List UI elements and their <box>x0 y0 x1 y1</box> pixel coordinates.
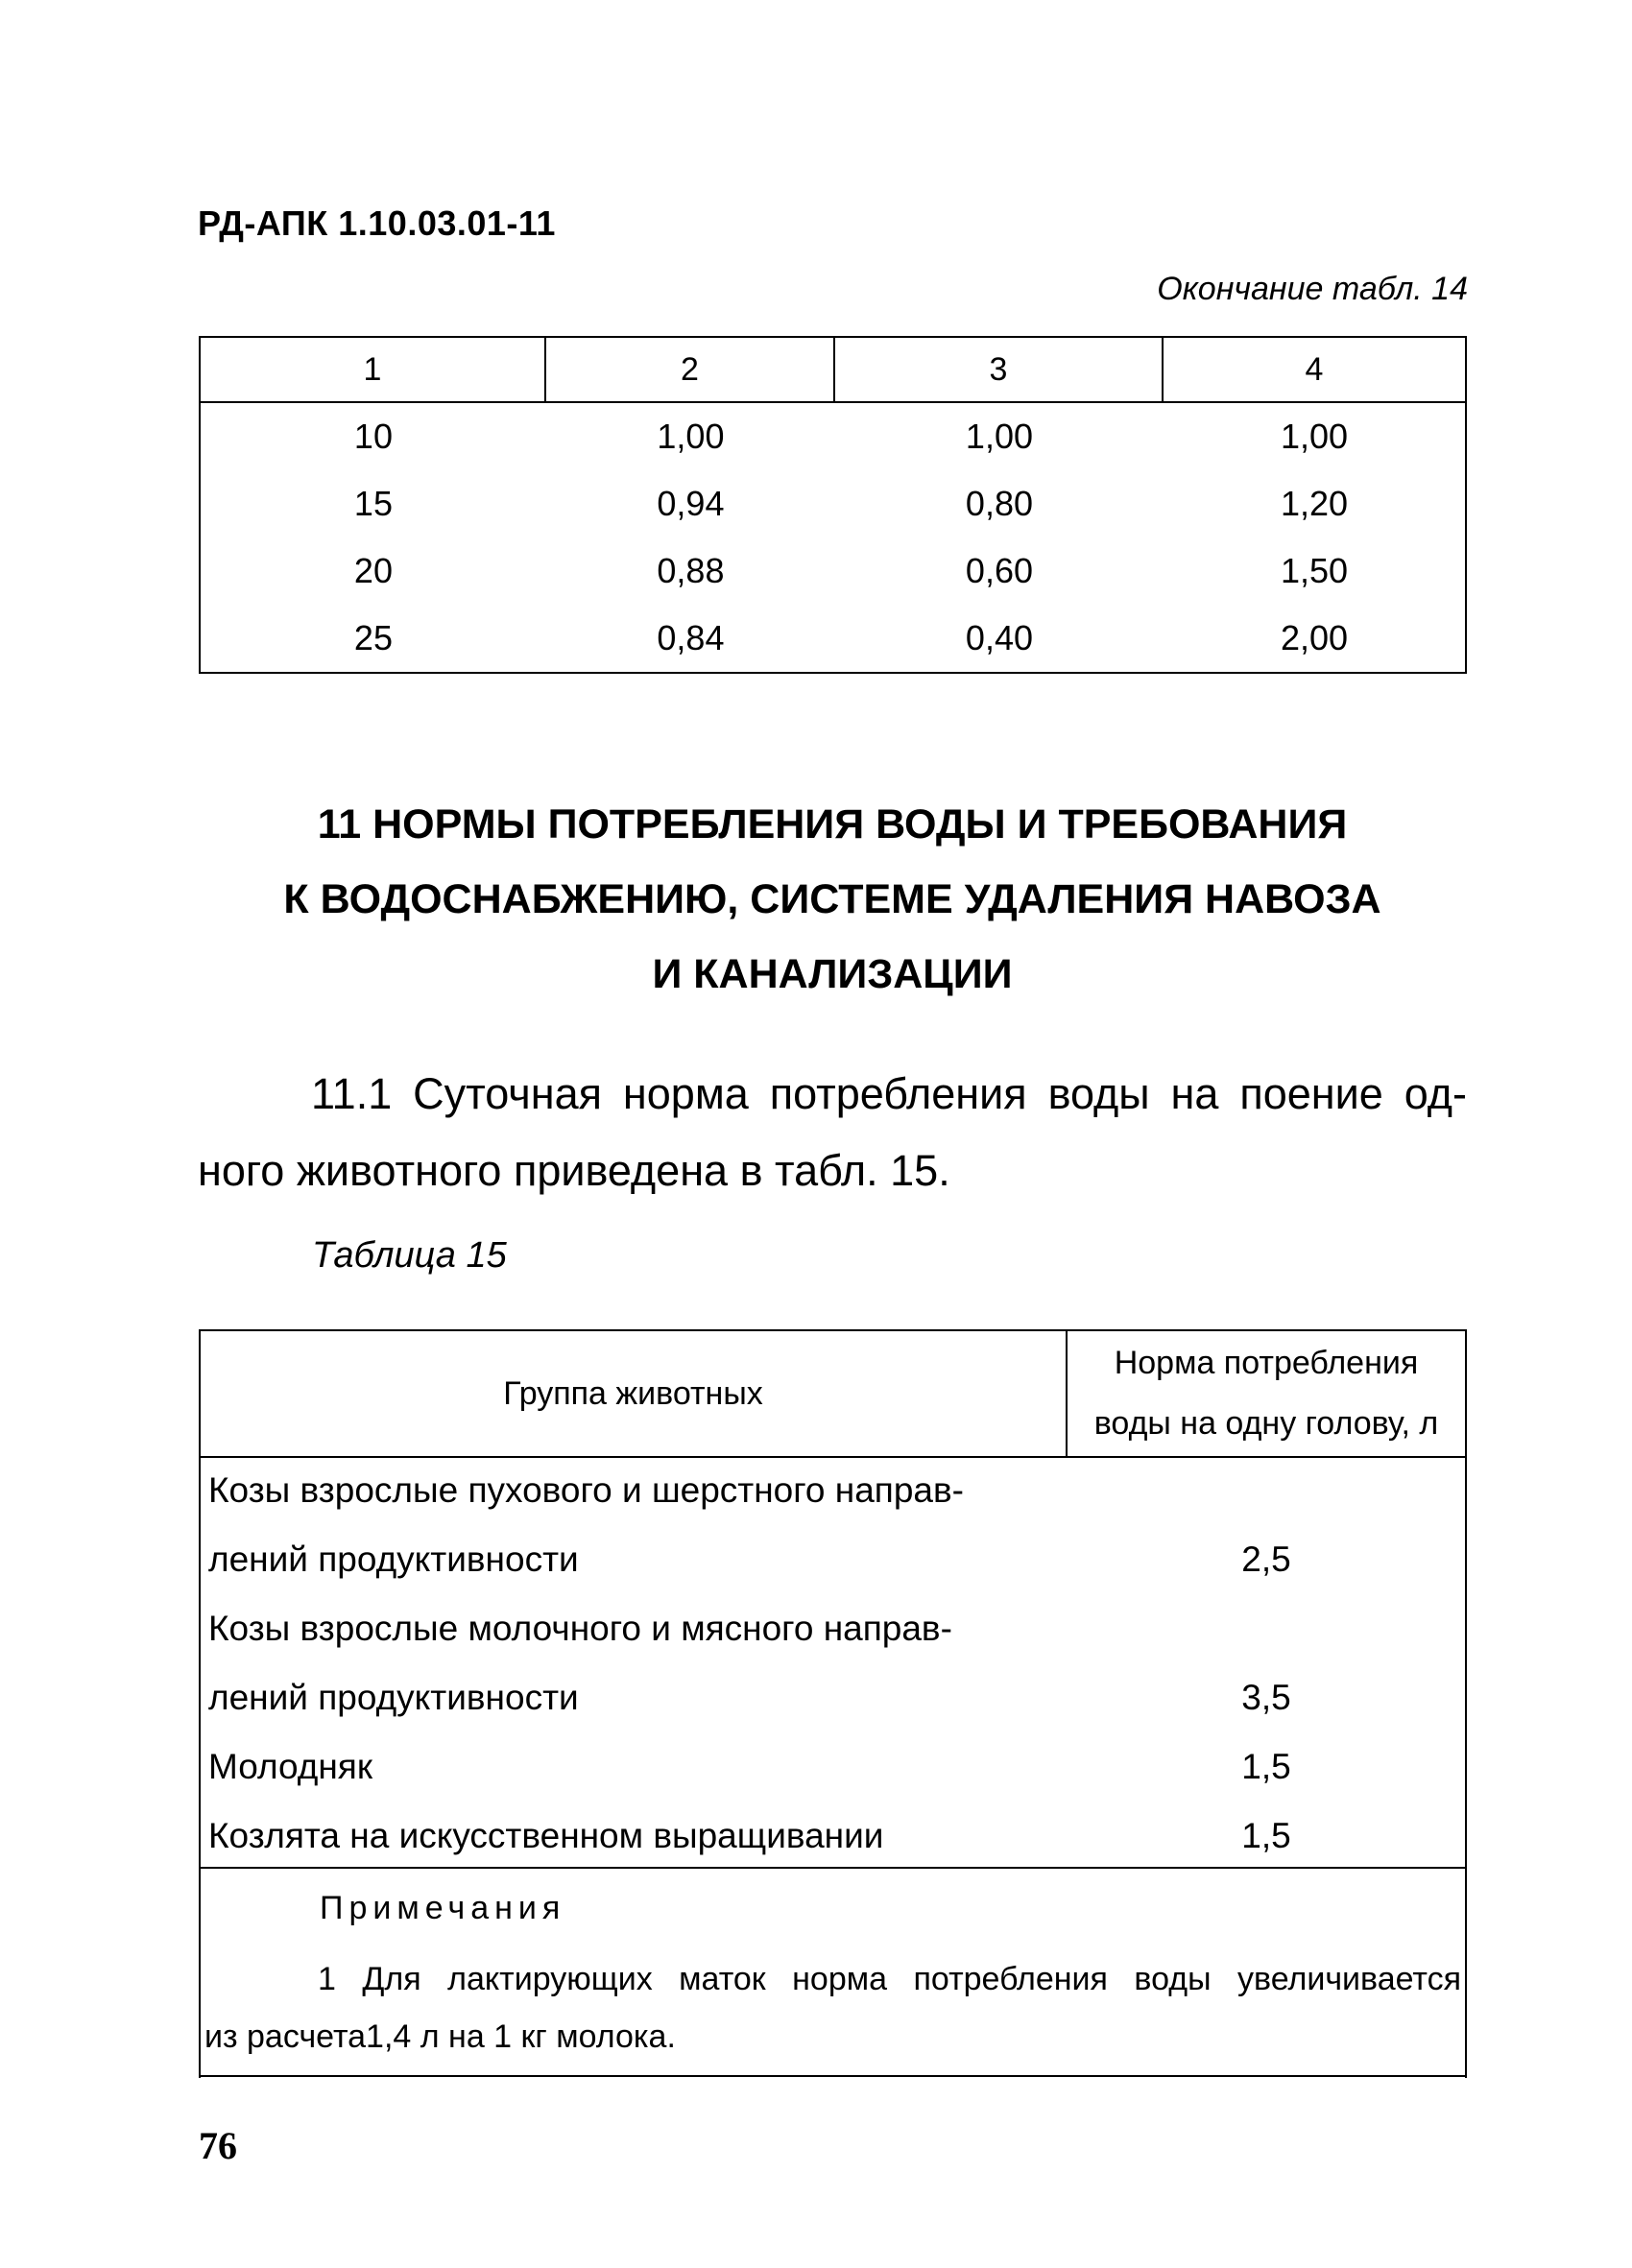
table-cell: 1,00 <box>1280 417 1349 456</box>
table-cell: 10 <box>353 417 393 456</box>
table-15-notes <box>201 1867 1465 2080</box>
header-line: воды на одну голову, л <box>1093 1405 1439 1442</box>
animal-group-cell <box>201 1456 1068 1594</box>
cell-line: Козлята на искусственном выращивании <box>208 1816 884 1855</box>
table-cell: 0,94 <box>657 484 725 523</box>
cell-line: лений продуктивности <box>208 1540 579 1579</box>
norm-value-cell: 1,5 <box>1241 1816 1291 1855</box>
cell-line: Козы взрослые молочного и мясного направ- <box>208 1609 952 1648</box>
table-row <box>201 1594 1465 1732</box>
table-cell: 1,00 <box>965 417 1033 456</box>
table-14-header-cell: 4 <box>1305 350 1324 388</box>
table-14-header-cell: 2 <box>546 338 835 401</box>
table-cell: 0,40 <box>965 618 1033 657</box>
table-row <box>201 1456 1465 1594</box>
table-15-bottom-border <box>199 2075 1467 2077</box>
table-14 <box>199 336 1467 674</box>
section-title-line: К ВОДОСНАБЖЕНИЮ, СИСТЕМЕ УДАЛЕНИЯ НАВОЗА <box>283 876 1381 922</box>
table-row <box>201 537 1465 605</box>
table-cell: 2,00 <box>1280 618 1349 657</box>
notes-title: Примечания <box>320 1890 566 1926</box>
norm-value-cell: 3,5 <box>1241 1678 1291 1717</box>
table-15-header-row <box>201 1331 1465 1458</box>
norm-value-cell: 2,5 <box>1241 1540 1291 1579</box>
notes-text <box>204 1950 1461 2065</box>
table-cell: 25 <box>353 618 393 657</box>
paragraph-11-1 <box>198 1056 1467 1209</box>
section-title-line: И КАНАЛИЗАЦИИ <box>652 951 1013 997</box>
table-15-header-norm <box>1068 1331 1465 1456</box>
table-cell: 0,88 <box>657 551 725 590</box>
table-14-continuation-caption: Окончание табл. 14 <box>1157 271 1468 307</box>
note-line: из расчета1,4 л на 1 кг молока. <box>204 2018 676 2055</box>
norm-value-cell: 1,5 <box>1241 1747 1291 1786</box>
table-cell: 15 <box>353 484 393 523</box>
page-number: 76 <box>199 2124 237 2167</box>
cell-line: Козы взрослые пухового и шерстного направ- <box>208 1470 964 1510</box>
table-15-caption: Таблица 15 <box>312 1235 507 1276</box>
table-14-header-cell: 1 <box>201 338 546 401</box>
table-cell: 1,00 <box>657 417 725 456</box>
table-cell: 1,20 <box>1280 484 1349 523</box>
table-14-header-row <box>201 338 1465 403</box>
table-14-header-cell: 3 <box>835 338 1164 401</box>
table-row <box>201 1802 1465 1871</box>
table-cell: 0,80 <box>965 484 1033 523</box>
document-code: РД-АПК 1.10.03.01-11 <box>198 203 556 243</box>
cell-line: лений продуктивности <box>208 1678 579 1717</box>
table-15 <box>199 1329 1467 2078</box>
table-cell: 1,50 <box>1280 551 1349 590</box>
animal-group-cell <box>201 1732 1068 1802</box>
table-row <box>201 605 1465 672</box>
animal-group-cell <box>201 1802 1068 1871</box>
cell-line: Молодняк <box>208 1747 373 1786</box>
table-cell: 0,84 <box>657 618 725 657</box>
section-title <box>198 787 1467 1012</box>
table-row <box>201 1732 1465 1802</box>
table-14-body <box>201 403 1465 672</box>
animal-group-cell <box>201 1594 1068 1732</box>
section-title-line: 11 НОРМЫ ПОТРЕБЛЕНИЯ ВОДЫ И ТРЕБОВАНИЯ <box>317 801 1348 848</box>
paragraph-line: 11.1 Суточная норма потребления воды на поение од- <box>311 1069 1467 1118</box>
table-row <box>201 403 1465 470</box>
header-line: Норма потребления <box>1114 1345 1419 1381</box>
table-row <box>201 470 1465 537</box>
table-15-body <box>201 1456 1465 1855</box>
note-line: 1 Для лактирующих маток норма потребления воды увеличивается <box>318 1961 1461 1997</box>
paragraph-line: ного животного приведена в табл. 15. <box>198 1146 950 1195</box>
table-cell: 20 <box>353 551 393 590</box>
table-cell: 0,60 <box>965 551 1033 590</box>
table-15-header-group: Группа животных <box>201 1331 1068 1456</box>
